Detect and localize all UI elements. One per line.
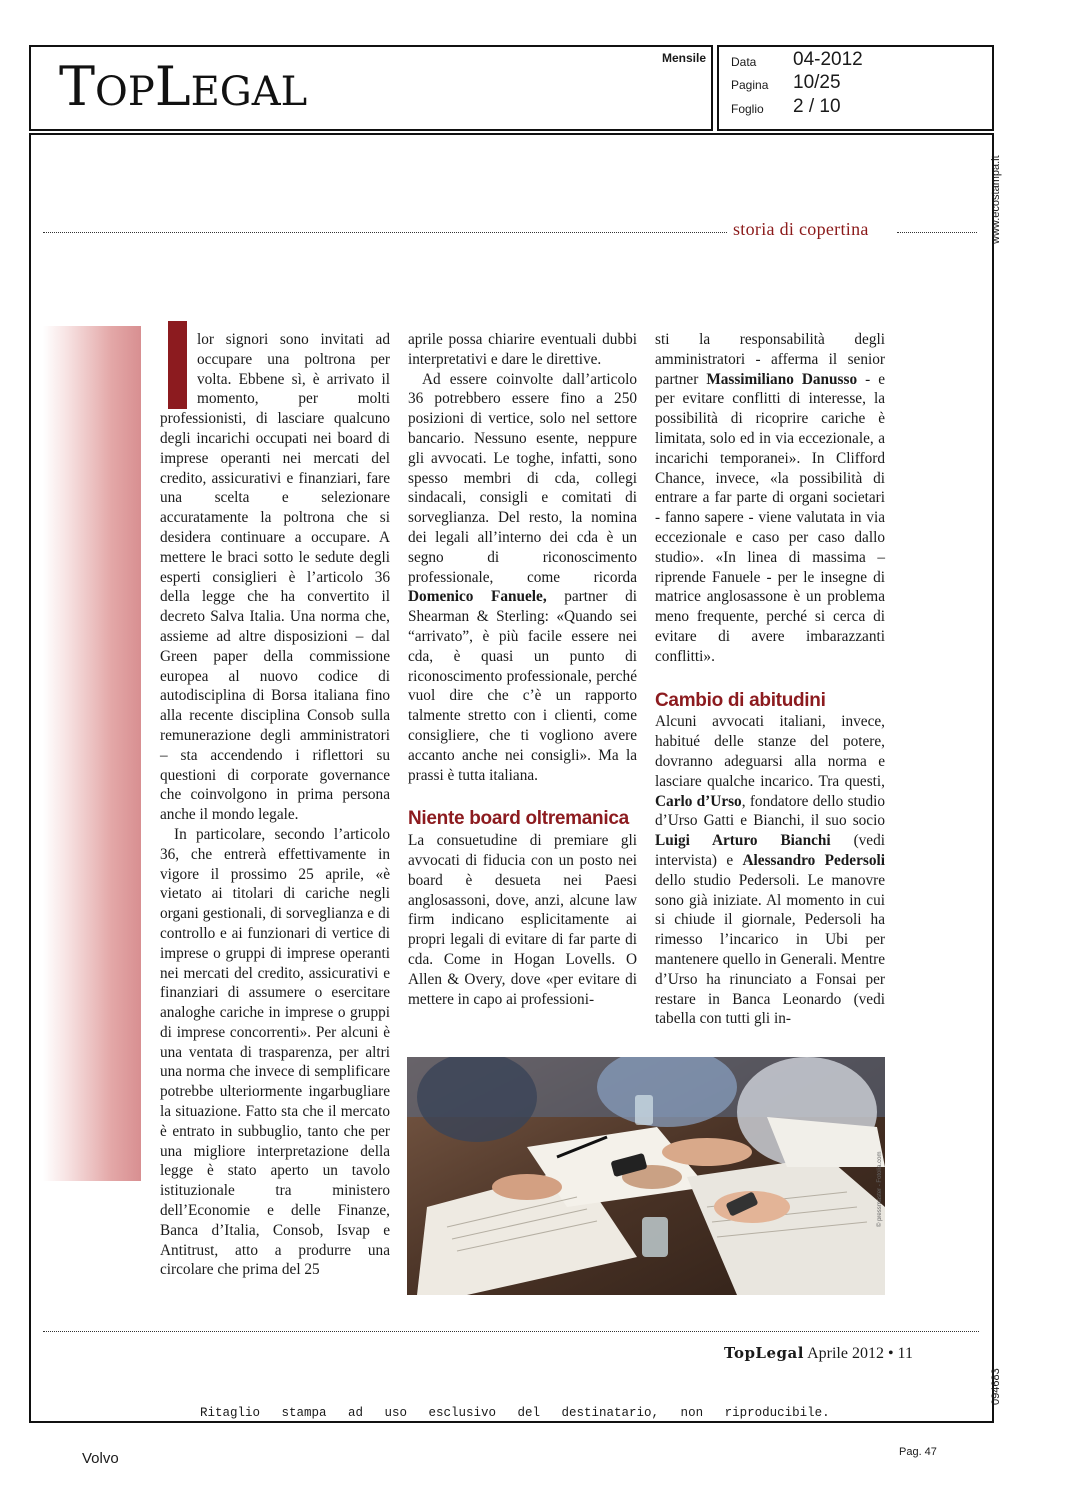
side-code: 094683 (990, 1368, 1002, 1405)
disclaimer: Ritaglio stampa ad uso esclusivo del destinatario, non riproducibile. (200, 1406, 830, 1420)
meeting-photo-illustration (407, 1057, 885, 1295)
subheading: Cambio di abitudini (655, 689, 826, 711)
footer-issue: Aprile 2012 (807, 1345, 884, 1362)
side-url: www.ecostampa.it (990, 155, 1002, 244)
person-name: Alessandro Pedersoli (742, 851, 885, 869)
periodicity: Mensile (661, 51, 706, 65)
section-rule-right (897, 232, 977, 233)
article-column-3 (655, 330, 885, 1029)
pagina-value: 10/25 (793, 72, 841, 93)
toplegal-logo (59, 55, 307, 118)
footer-logo: TopLegal (724, 1344, 804, 1362)
text-run: - e per evitare conflitti di interesse, la possibilità di ricoprire cariche è limitata, solo ed in via eccezionale, a incarichi temporanei». In Clifford Chance, invece, «la possibilità di entrare a far parte di organi societari - fanno sapere - viene valutata in via eccezionale e caso per caso dallo studio». «In linea di massima – riprende Fanuele - per le insegne di matrice anglosassone è un problema meno frequente, perché si cerca di evitare di avere imbarazzanti conflitti». (655, 370, 885, 665)
person-name: Massimiliano Danusso (706, 370, 858, 388)
decorative-gradient-strip (43, 326, 141, 1181)
meeting-photo (407, 1057, 885, 1295)
text-run: sti la responsabilità degli amministratori - afferma il senior partner (655, 331, 885, 388)
footer-rule (43, 1331, 979, 1332)
foglio-value: 2 / 10 (793, 96, 841, 117)
logo-t: T (59, 55, 96, 118)
footer-bullet: • (887, 1345, 894, 1362)
article-paragraph: lor signori sono invitati ad occupare una poltrona per volta. Ebbene sì, è arrivato il momento, per molti professionisti, di lasciare qualcuno degli incarichi occupati nei board di imprese operanti nei mercati del credito, assicurativi e finanziari, fare una scelta e selezionare accuratamente la poltrona che si desidera continuare a occupare. A mettere le braci sotto le sedute degli esperti consiglieri è l’articolo 36 della legge che ha convertito il decreto Salva Italia. Una norma che, assieme ad altre disposizioni – dal Green paper della commissione europea al nuovo codice di autodisciplina di Borsa italiana fino alla recente disciplina Consob sulla remunerazione degli amministratori – sta accendendo i riflettori su questioni di corporate governance che coinvolgono in prima persona anche il mondo legale. (160, 331, 390, 824)
client-name: Volvo (82, 1450, 119, 1467)
meta-box (717, 45, 994, 131)
footer-page-number: 11 (897, 1345, 913, 1362)
logo-op: OP (95, 69, 155, 115)
text-run: , fondatore dello studio d’Urso Gatti e Bianchi, il suo socio (655, 792, 885, 830)
article-column-1 (160, 330, 390, 1280)
article-paragraph: La consuetudine di premiare gli avvocati di fiducia con un posto nei board è desueta nei Paesi anglosassoni, dove, anzi, alcune law firm indicano esplicitamente ai propri legali di evitare di far parte di cda. Come in Hogan Lovells. O Allen & Overy, dove «per evitare di mettere in capo ai professioni- (408, 832, 637, 1008)
person-name: Domenico Fanuele, (408, 588, 547, 606)
logo-l: L (154, 55, 191, 118)
section-rule-left (43, 232, 727, 233)
text-run: Ad essere coinvolte dall’articolo 36 potrebbero essere fino a 250 posizioni di vertice, solo nel settore bancario. Nessuno esente, neppure gli avvocati. Le toghe, infatti, sono spesso membri di cda, collegi sindacali, consigli e comitati di sorveglianza. Del resto, la nomina dei legali all’interno dei cda è un segno di riconoscimento professionale, come ricorda (408, 370, 637, 586)
pag-number: Pag. 47 (899, 1446, 937, 1458)
subheading: Niente board oltremanica (408, 808, 629, 830)
text-run: dello studio Pedersoli. Le manovre sono già iniziate. Al momento in cui si chiude il giornale, Pedersoli ha rimesso l’incarico in Ubi per mantenere quello in Generali. Mentre d’Urso ha rinunciato a Fonsai per restare in Banca Leonardo (vedi tabella con tutti gli in- (655, 871, 885, 1028)
data-value: 04-2012 (793, 49, 863, 70)
article-paragraph (655, 330, 885, 667)
article-paragraph: aprile possa chiarire eventuali dubbi interpretativi e dare le direttive. (408, 331, 637, 368)
article-paragraph: In particolare, secondo l’articolo 36, che entrerà effettivamente in vigore il prossimo 25 aprile, «è vietato ai titolari di cariche negli organi gestionali, di sorveglianza e di controllo e ai funzionari di vertice di imprese o gruppi di imprese operanti nei mercati del credito, assicurativi e finanziari di assumere o esercitare analoghe cariche in imprese o gruppi di imprese concorrenti». Per alcuni è una ventata di trasparenza, per altri una norma che invece di semplificare potrebbe ulteriormente ingarbugliare la situazione. Fatto sta che il mercato è entrato in subbuglio, tanto che per una migliore interpretazione della legge è stato aperto un tavolo istituzionale tra ministero dell’Economie e delle Finanze, Banca d’Italia, Consob, Isvap e Antitrust, atto a produrre una circolare che prima del 25 (160, 825, 390, 1279)
article-paragraph (655, 712, 885, 1029)
section-label: storia di copertina (733, 219, 869, 239)
text-run: Alcuni avvocati italiani, invece, habitué delle stanze del potere, dovranno adeguarsi alla norma e lasciare qualche incarico. Tra questi, (655, 713, 885, 790)
logo-egal: EGAL (190, 69, 308, 115)
article-paragraph (408, 370, 637, 786)
article-column-2 (408, 330, 637, 1009)
data-label: Data (731, 55, 757, 69)
photo-credit: © pressmaster - Fotolia.com (877, 1151, 883, 1227)
text-run: partner di Shearman & Sterling: «Quando sei “arrivato”, è più facile essere nei cda, è quasi un punto di riconoscimento professionale, perché vuol dire che c’è un rapporto talmente stretto con i clienti, come consigliere, che ti vogliono avere accanto anche nei consigli». Ma la prassi è tutta italiana. (408, 588, 637, 784)
masthead-box (29, 45, 713, 131)
person-name: Luigi Arturo Bianchi (655, 832, 831, 850)
pagina-label: Pagina (731, 78, 769, 92)
person-name: Carlo d’Urso (655, 792, 742, 810)
drop-cap-initial (168, 321, 187, 409)
footer-brand (724, 1344, 913, 1363)
text-run: (vedi intervista) e (655, 832, 885, 869)
foglio-label: Foglio (731, 102, 764, 116)
